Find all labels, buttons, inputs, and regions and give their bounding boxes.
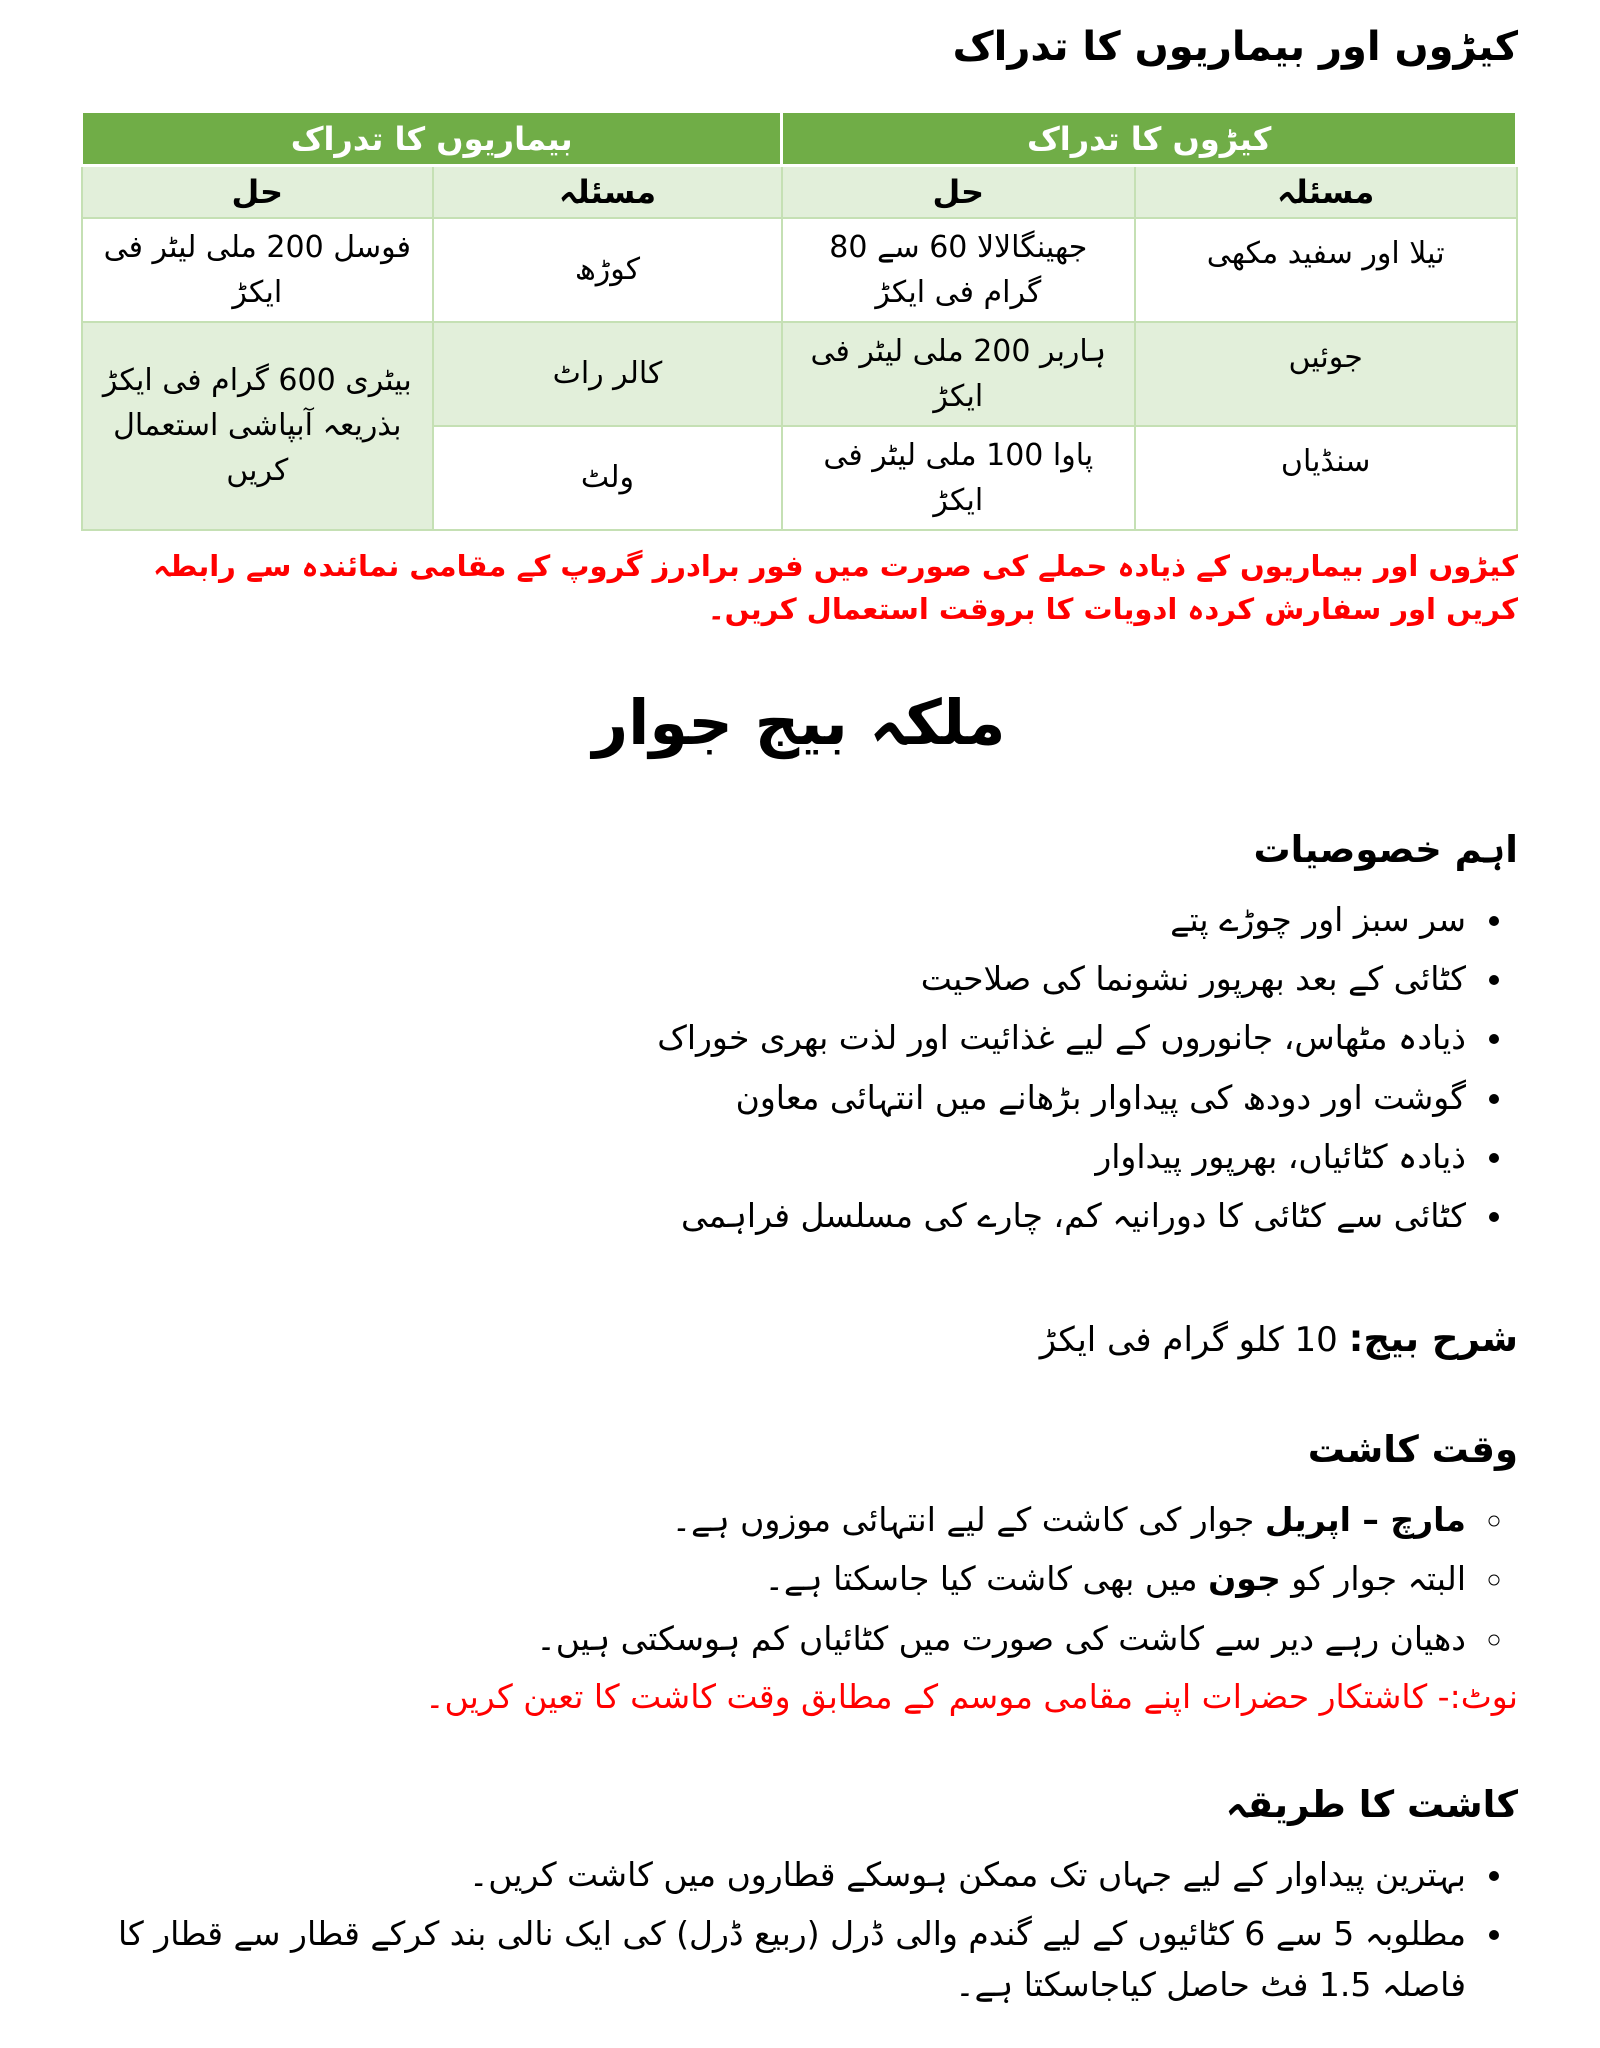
sowing-time-item: ◦ البتہ جوار کو جون میں بھی کاشت کیا جاسکتا ہے۔ [80, 1553, 1472, 1604]
table-column-header-row [82, 166, 1517, 218]
table-row [82, 218, 1517, 322]
pest-problem-cell: سنڈیاں [1135, 426, 1517, 530]
pest-disease-table [80, 110, 1518, 531]
sowing-time-heading: وقت کاشت [1307, 1428, 1518, 1472]
pest-control-group-header: کیڑوں کا تدراک [782, 112, 1517, 166]
pest-problem-header: مسئلہ [1135, 166, 1517, 218]
sowing-method-item: • مطلوبہ 5 سے 6 کٹائیوں کے لیے گندم والی ڈرل (ربیع ڈرل) کی ایک نالی بند کرکے قطار سے قطار کا فاصلہ 1.5 فٹ حاصل کیاجاسکتا ہے۔ [80, 1908, 1472, 2010]
feature-item: • کٹائی سے کٹائی کا دورانیہ کم، چارے کی مسلسل فراہمی [80, 1190, 1472, 1241]
seed-rate-value: 10 کلو گرام فی ایکڑ [1039, 1319, 1338, 1360]
pesticide-warning-text: کیڑوں اور بیماریوں کے ذیادہ حملے کی صورت میں فور برادرز گروپ کے مقامی نمائندہ سے رابطہ کریں اور سفارش کردہ ادویات کا بروقت استعمال کریں۔ [153, 548, 1518, 626]
sowing-note-text: نوٹ:- کاشتکار حضرات اپنے مقامی موسم کے مطابق وقت کاشت کا تعین کریں۔ [425, 1676, 1518, 1716]
disease-problem-cell: کالر راٹ [433, 322, 782, 426]
pest-solution-cell: ہاربر 200 ملی لیٹر فی ایکڑ [782, 322, 1135, 426]
pest-problem-cell: جوئیں [1135, 322, 1517, 426]
sowing-time-item: ◦ مارچ – اپریل جوار کی کاشت کے لیے انتہائی موزوں ہے۔ [80, 1494, 1472, 1545]
sowing-time-list [80, 1494, 1518, 1663]
disease-control-group-header: بیماریوں کا تدراک [82, 112, 782, 166]
table-row [82, 322, 1517, 426]
feature-item: • ذیادہ کٹائیاں، بھرپور پیداوار [80, 1131, 1472, 1182]
sowing-time-item: ◦ دھیان رہے دیر سے کاشت کی صورت میں کٹائیاں کم ہوسکتی ہیں۔ [80, 1613, 1472, 1664]
disease-problem-cell: کوڑھ [433, 218, 782, 322]
pest-solution-cell: جھینگالالا 60 سے 80 گرام فی ایکڑ [782, 218, 1135, 322]
feature-item: • کٹائی کے بعد بھرپور نشونما کی صلاحیت [80, 953, 1472, 1004]
features-list [80, 894, 1518, 1241]
disease-solution-header: حل [82, 166, 434, 218]
pest-solution-cell: پاوا 100 ملی لیٹر فی ایکڑ [782, 426, 1135, 530]
disease-problem-cell: ولٹ [433, 426, 782, 530]
table-group-header-row [82, 112, 1517, 166]
feature-item: • ذیادہ مٹھاس، جانوروں کے لیے غذائیت اور لذت بھری خوراک [80, 1012, 1472, 1063]
page-title: کیڑوں اور بیماریوں کا تدراک [952, 24, 1518, 70]
disease-solution-cell: فوسل 200 ملی لیٹر فی ایکڑ [82, 218, 434, 322]
disease-solution-merged-cell: بیٹری 600 گرام فی ایکڑ بذریعہ آبپاشی استعمال کریں [82, 322, 434, 530]
sowing-method-heading: کاشت کا طریقہ [1225, 1783, 1518, 1827]
sowing-method-item: • بہترین پیداوار کے لیے جہاں تک ممکن ہوسکے قطاروں میں کاشت کریں۔ [80, 1849, 1472, 1900]
features-heading: اہم خصوصیات [1253, 828, 1518, 872]
product-title: ملکہ بیج جوار [592, 685, 1006, 759]
feature-item: • گوشت اور دودھ کی پیداوار بڑھانے میں انتہائی معاون [80, 1072, 1472, 1123]
sowing-method-list [80, 1849, 1518, 2010]
seed-rate-line [80, 1311, 1518, 1367]
seed-rate-label: شرح بیج: [1348, 1316, 1518, 1360]
disease-problem-header: مسئلہ [433, 166, 782, 218]
feature-item: • سر سبز اور چوڑے پتے [80, 894, 1472, 945]
pest-solution-header: حل [782, 166, 1135, 218]
pest-problem-cell: تیلا اور سفید مکھی [1135, 218, 1517, 322]
